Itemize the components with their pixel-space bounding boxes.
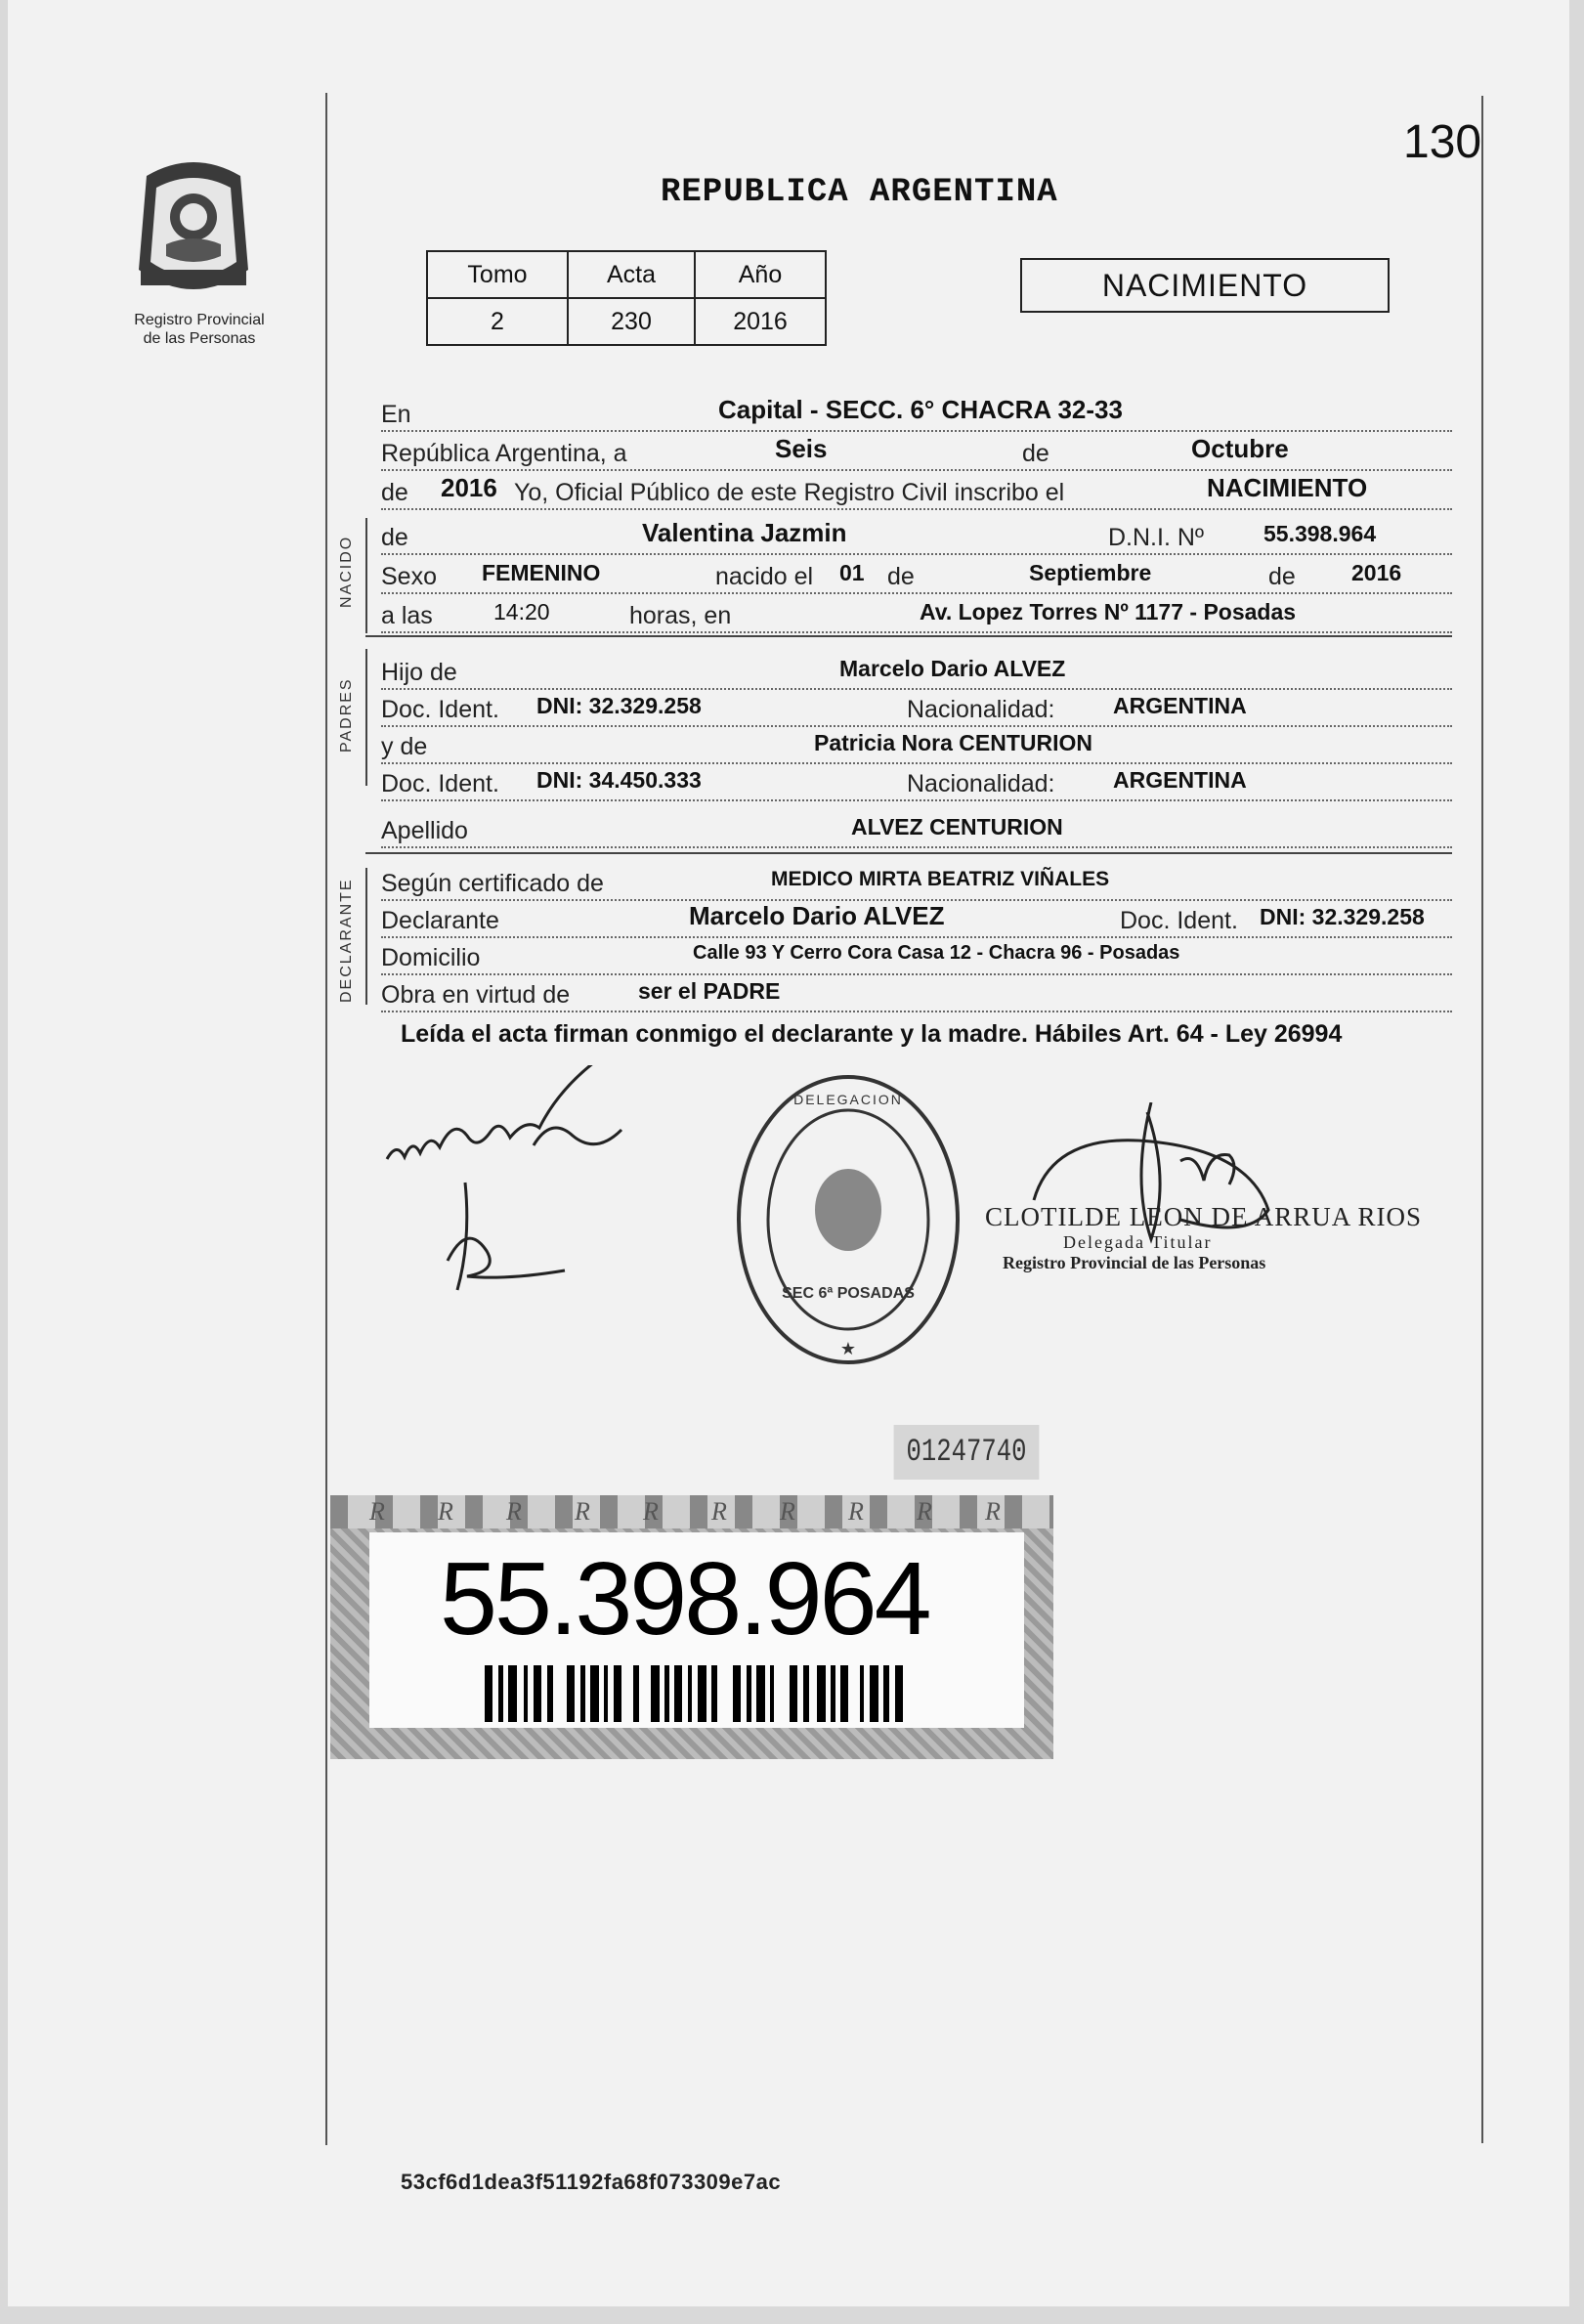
- padres-row-father: Hijo de Marcelo Dario ALVEZ: [381, 649, 1452, 690]
- surname-value: ALVEZ CENTURION: [848, 814, 1066, 840]
- anio-value: 2016: [695, 298, 826, 345]
- year-value: 2016: [438, 473, 500, 503]
- svg-text:SEC 6ª POSADAS: SEC 6ª POSADAS: [782, 1285, 915, 1302]
- sticker-security-band: R R R R R R R R R R: [330, 1495, 1053, 1528]
- child-name: Valentina Jazmin: [639, 518, 850, 548]
- apellido-row: Apellido ALVEZ CENTURION: [381, 807, 1452, 848]
- decl-row-cert: Según certificado de MEDICO MIRTA BEATRIZ VIÑALES: [381, 860, 1452, 901]
- svg-text:★: ★: [839, 1339, 857, 1358]
- record-table: [426, 250, 827, 346]
- tomo-header: Tomo: [427, 251, 568, 298]
- padres-row-father-doc: Doc. Ident. DNI: 32.329.258 Nacionalidad: ARGENTINA: [381, 686, 1452, 727]
- intro-row-act: de 2016 Yo, Oficial Público de este Registro Civil inscribo el NACIMIENTO: [381, 469, 1452, 510]
- decl-row-domicilio: Domicilio Calle 93 Y Cerro Cora Casa 12 - Chacra 96 - Posadas: [381, 934, 1452, 975]
- intro-row-place: En Capital - SECC. 6° CHACRA 32-33: [381, 391, 1452, 432]
- decl-row-obra: Obra en virtud de ser el PADRE: [381, 971, 1452, 1012]
- birth-time: 14:20: [491, 599, 553, 625]
- mother-name: Patricia Nora CENTURION: [811, 730, 1095, 756]
- sticker-label: [369, 1532, 1024, 1728]
- declarante-section-bar: [365, 868, 367, 1005]
- divider-nacido: [365, 635, 1452, 637]
- certificate-value: MEDICO MIRTA BEATRIZ VIÑALES: [768, 868, 1112, 891]
- father-nationality: ARGENTINA: [1110, 693, 1250, 719]
- document-hash: 53cf6d1dea3f51192fa68f073309e7ac: [401, 2170, 782, 2194]
- domicilio-value: Calle 93 Y Cerro Cora Casa 12 - Chacra 96 - Posadas: [690, 942, 1182, 965]
- act-value: NACIMIENTO: [1204, 473, 1370, 503]
- serial-number: 01247740: [894, 1425, 1040, 1480]
- sexo-value: FEMENINO: [479, 560, 603, 586]
- month-value: Octubre: [1188, 434, 1292, 464]
- delegation-stamp-icon: [733, 1071, 963, 1368]
- birth-day: 01: [836, 560, 868, 586]
- official-name: CLOTILDE LEON DE ARRUA RIOS: [985, 1202, 1422, 1231]
- svg-text:DELEGACION: DELEGACION: [793, 1092, 903, 1107]
- nacido-row-name: de Valentina Jazmin D.N.I. Nº 55.398.964: [381, 514, 1452, 555]
- birth-year: 2016: [1349, 560, 1404, 586]
- registry-label: Registro Provincial de las Personas: [134, 312, 265, 347]
- birth-month: Septiembre: [1026, 560, 1154, 586]
- dni-sticker: [330, 1495, 1053, 1759]
- birth-place: Av. Lopez Torres Nº 1177 - Posadas: [917, 599, 1299, 625]
- page-number: 130: [1403, 116, 1482, 168]
- declarant-doc: DNI: 32.329.258: [1257, 904, 1428, 930]
- birth-certificate-sheet: [8, 0, 1569, 2306]
- sticker-dni-number: 55.398.964: [440, 1541, 929, 1657]
- nacido-row-place: a las 14:20 horas, en Av. Lopez Torres Nº 1177 - Posadas: [381, 592, 1452, 633]
- acta-header: Acta: [568, 251, 695, 298]
- divider-apellido: [365, 852, 1452, 854]
- padres-row-mother-doc: Doc. Ident. DNI: 34.450.333 Nacionalidad: ARGENTINA: [381, 760, 1452, 801]
- declarante-side-label: DECLARANTE: [338, 878, 355, 1003]
- right-margin-line: [1481, 96, 1483, 2143]
- obra-value: ser el PADRE: [635, 978, 783, 1005]
- barcode-icon: [485, 1665, 905, 1722]
- place-value: Capital - SECC. 6° CHACRA 32-33: [715, 395, 1126, 425]
- declarant-name: Marcelo Dario ALVEZ: [686, 901, 948, 931]
- acta-value: 230: [568, 298, 695, 345]
- official-block: [985, 1202, 1422, 1273]
- decl-row-name: Declarante Marcelo Dario ALVEZ Doc. Ident. DNI: 32.329.258: [381, 897, 1452, 938]
- padres-section-bar: [365, 649, 367, 786]
- father-name: Marcelo Dario ALVEZ: [836, 656, 1068, 682]
- tomo-value: 2: [427, 298, 568, 345]
- anio-header: Año: [695, 251, 826, 298]
- mother-doc: DNI: 34.450.333: [534, 767, 705, 794]
- child-dni: 55.398.964: [1261, 521, 1379, 547]
- official-title: Delegada Titular: [1063, 1232, 1213, 1252]
- declarant-signature-icon: [377, 1065, 680, 1300]
- father-doc: DNI: 32.329.258: [534, 693, 705, 719]
- padres-side-label: PADRES: [338, 677, 355, 753]
- padres-row-mother: y de Patricia Nora CENTURION: [381, 723, 1452, 764]
- official-registry: Registro Provincial de las Personas: [1003, 1253, 1266, 1272]
- intro-row-date: República Argentina, a Seis de Octubre: [381, 430, 1452, 471]
- left-margin-line: [325, 93, 327, 2145]
- day-value: Seis: [772, 434, 831, 464]
- mother-nationality: ARGENTINA: [1110, 767, 1250, 794]
- nacido-row-birth: Sexo FEMENINO nacido el 01 de Septiembre de 2016: [381, 553, 1452, 594]
- document-title: REPUBLICA ARGENTINA: [661, 174, 1058, 211]
- nacido-side-label: NACIDO: [338, 535, 355, 608]
- record-type-box: NACIMIENTO: [1020, 258, 1390, 313]
- closing-note: Leída el acta firman conmigo el declarante y la madre. Hábiles Art. 64 - Ley 26994: [401, 1020, 1343, 1048]
- nacido-section-bar: [365, 518, 367, 633]
- provincial-seal-icon: [127, 154, 260, 301]
